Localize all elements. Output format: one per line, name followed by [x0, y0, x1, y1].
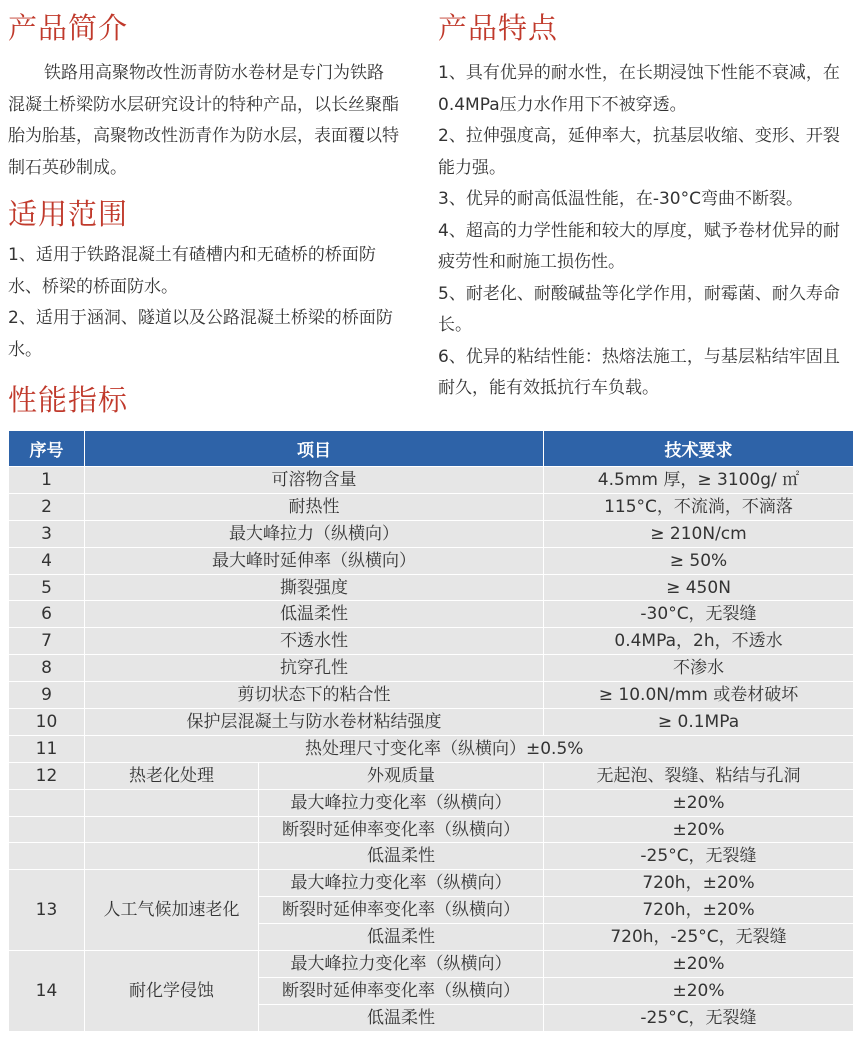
- table-row: [9, 655, 854, 682]
- row-subitem: 断裂时延伸率变化率（纵横向）: [259, 977, 544, 1004]
- table-row: [9, 574, 854, 601]
- row-req: -25°C，无裂缝: [544, 1004, 854, 1031]
- row-subitem: 外观质量: [259, 762, 544, 789]
- row-no: 12: [9, 762, 85, 789]
- row-item: 可溶物含量: [85, 467, 544, 494]
- row-req: ±20%: [544, 789, 854, 816]
- table-row: [9, 762, 854, 789]
- row-no: 8: [9, 655, 85, 682]
- row-req: ±20%: [544, 816, 854, 843]
- row-no-empty: [9, 843, 85, 870]
- row-subitem: 最大峰拉力变化率（纵横向）: [259, 789, 544, 816]
- table-row: [9, 735, 854, 762]
- row-item: 低温柔性: [85, 601, 544, 628]
- row-req: 720h，±20%: [544, 897, 854, 924]
- table-row: [9, 709, 854, 736]
- feature-item: 5、耐老化、耐酸碱盐等化学作用，耐霉菌、耐久寿命长。: [438, 283, 840, 335]
- group-name: 耐化学侵蚀: [85, 951, 259, 1032]
- row-req: 不渗水: [544, 655, 854, 682]
- row-subitem: 低温柔性: [259, 843, 544, 870]
- row-no: 7: [9, 628, 85, 655]
- row-req: 无起泡、裂缝、粘结与孔洞: [544, 762, 854, 789]
- intro-paragraph: [8, 58, 400, 184]
- table-row: [9, 951, 854, 978]
- table-row: [9, 547, 854, 574]
- row-subitem: 最大峰拉力变化率（纵横向）: [259, 870, 544, 897]
- table-header-row: [9, 431, 854, 467]
- features-heading: 产品特点: [438, 11, 559, 45]
- row-item: 耐热性: [85, 493, 544, 520]
- feature-item: 6、优异的粘结性能：热熔法施工，与基层粘结牢固且耐久，能有效抵抗行车负载。: [438, 346, 840, 398]
- row-req: ≥ 0.1MPa: [544, 709, 854, 736]
- features-list: [438, 58, 856, 405]
- performance-table: [8, 430, 854, 1032]
- table-row: [9, 493, 854, 520]
- row-item: 最大峰拉力（纵横向）: [85, 520, 544, 547]
- row-no: 14: [9, 951, 85, 1032]
- row-req: ≥ 450N: [544, 574, 854, 601]
- table-row: [9, 870, 854, 897]
- row-subitem: 低温柔性: [259, 1004, 544, 1031]
- group-name-empty: [85, 789, 259, 816]
- row-no: 1: [9, 467, 85, 494]
- row-req: 720h，±20%: [544, 870, 854, 897]
- row-item-merged: 热处理尺寸变化率（纵横向）±0.5%: [85, 735, 854, 762]
- row-no: 4: [9, 547, 85, 574]
- row-item: 剪切状态下的粘合性: [85, 682, 544, 709]
- row-no: 11: [9, 735, 85, 762]
- header-no: 序号: [9, 431, 85, 467]
- row-req: 720h，-25°C，无裂缝: [544, 924, 854, 951]
- row-req: 4.5mm 厚，≥ 3100g/ ㎡: [544, 467, 854, 494]
- scope-list: [8, 240, 400, 366]
- row-req: -25°C，无裂缝: [544, 843, 854, 870]
- scope-item: 1、适用于铁路混凝土有碴槽内和无碴桥的桥面防水、桥梁的桥面防水。: [8, 245, 376, 297]
- row-no: 2: [9, 493, 85, 520]
- table-row: [9, 816, 854, 843]
- intro-heading: 产品简介: [8, 11, 129, 45]
- row-no-empty: [9, 789, 85, 816]
- row-no: 6: [9, 601, 85, 628]
- row-req: ≥ 50%: [544, 547, 854, 574]
- table-row: [9, 682, 854, 709]
- table-row: [9, 520, 854, 547]
- row-subitem: 断裂时延伸率变化率（纵横向）: [259, 816, 544, 843]
- feature-item: 3、优异的耐高低温性能，在-30°C弯曲不断裂。: [438, 189, 803, 209]
- row-item: 抗穿孔性: [85, 655, 544, 682]
- row-req: ≥ 210N/cm: [544, 520, 854, 547]
- row-req: ±20%: [544, 977, 854, 1004]
- row-no: 10: [9, 709, 85, 736]
- row-item: 撕裂强度: [85, 574, 544, 601]
- row-item: 不透水性: [85, 628, 544, 655]
- row-no: 13: [9, 870, 85, 951]
- row-no: 9: [9, 682, 85, 709]
- row-subitem: 最大峰拉力变化率（纵横向）: [259, 951, 544, 978]
- scope-item: 2、适用于涵洞、隧道以及公路混凝土桥梁的桥面防水。: [8, 308, 393, 360]
- row-item: 最大峰时延伸率（纵横向）: [85, 547, 544, 574]
- header-req: 技术要求: [544, 431, 854, 467]
- row-no-empty: [9, 816, 85, 843]
- row-req: ±20%: [544, 951, 854, 978]
- scope-heading: 适用范围: [8, 197, 129, 231]
- row-item: 保护层混凝土与防水卷材粘结强度: [85, 709, 544, 736]
- group-name-empty: [85, 843, 259, 870]
- group-name-empty: [85, 816, 259, 843]
- feature-item: 4、超高的力学性能和较大的厚度，赋予卷材优异的耐疲劳性和耐施工损伤性。: [438, 220, 840, 272]
- feature-item: 1、具有优异的耐水性，在长期浸蚀下性能不衰减，在0.4MPa压力水作用下不被穿透。: [438, 63, 840, 115]
- group-name: 热老化处理: [85, 762, 259, 789]
- group-name: 人工气候加速老化: [85, 870, 259, 951]
- feature-item: 2、拉伸强度高，延伸率大，抗基层收缩、变形、开裂能力强。: [438, 126, 840, 178]
- performance-heading: 性能指标: [8, 383, 129, 417]
- table-row: [9, 843, 854, 870]
- row-req: -30°C，无裂缝: [544, 601, 854, 628]
- row-subitem: 断裂时延伸率变化率（纵横向）: [259, 897, 544, 924]
- table-row: [9, 467, 854, 494]
- table-row: [9, 628, 854, 655]
- intro-text: 铁路用高聚物改性沥青防水卷材是专门为铁路混凝土桥梁防水层研究设计的特种产品，以长丝聚酯胎为胎基，高聚物改性沥青作为防水层，表面覆以特制石英砂制成。: [8, 63, 399, 178]
- row-req: ≥ 10.0N/mm 或卷材破坏: [544, 682, 854, 709]
- row-subitem: 低温柔性: [259, 924, 544, 951]
- header-item: 项目: [85, 431, 544, 467]
- row-no: 5: [9, 574, 85, 601]
- table-row: [9, 601, 854, 628]
- row-no: 3: [9, 520, 85, 547]
- table-row: [9, 789, 854, 816]
- row-req: 0.4MPa，2h，不透水: [544, 628, 854, 655]
- row-req: 115°C，不流淌，不滴落: [544, 493, 854, 520]
